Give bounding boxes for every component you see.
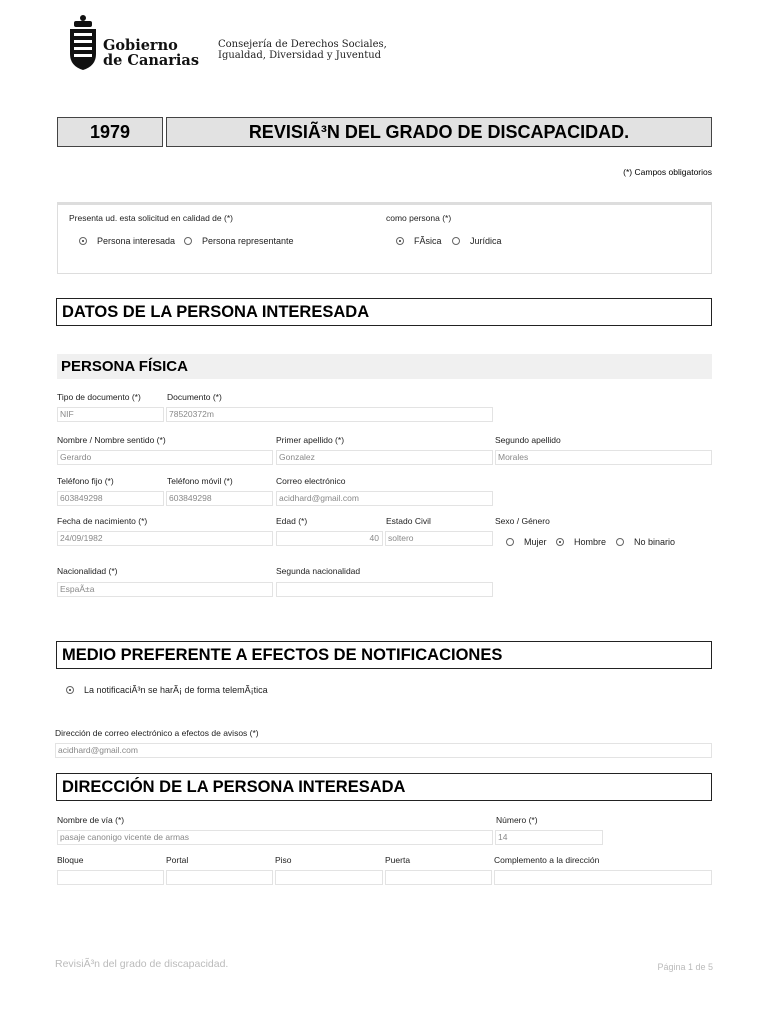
radio-fisica[interactable] bbox=[396, 237, 404, 245]
piso-field[interactable] bbox=[275, 870, 383, 885]
radio-label-persona-representante: Persona representante bbox=[202, 236, 294, 246]
label-tipo-documento: Tipo de documento (*) bbox=[57, 392, 141, 402]
label-segundo-apellido: Segundo apellido bbox=[495, 435, 561, 445]
radio-label-juridica: Jurídica bbox=[470, 236, 502, 246]
correo-field[interactable]: acidhard@gmail.com bbox=[276, 491, 493, 506]
primer-apellido-field[interactable]: Gonzalez bbox=[276, 450, 493, 465]
department-line-1: Consejería de Derechos Sociales, bbox=[218, 39, 387, 50]
form-code: 1979 bbox=[57, 117, 163, 147]
segunda-nacionalidad-field[interactable] bbox=[276, 582, 493, 597]
portal-field[interactable] bbox=[166, 870, 273, 885]
label-documento: Documento (*) bbox=[167, 392, 222, 402]
label-portal: Portal bbox=[166, 855, 189, 865]
label-email-avisos: Dirección de correo electrónico a efectos de avisos (*) bbox=[55, 728, 259, 738]
radio-persona-interesada[interactable] bbox=[79, 237, 87, 245]
label-sexo: Sexo / Género bbox=[495, 516, 550, 526]
coat-of-arms-icon bbox=[66, 14, 100, 72]
logo-text bbox=[103, 38, 199, 68]
page-number: Página 1 de 5 bbox=[657, 962, 713, 972]
label-telefono-fijo: Teléfono fijo (*) bbox=[57, 476, 114, 486]
department-line-2: Igualdad, Diversidad y Juventud bbox=[218, 50, 382, 61]
tipo-documento-field[interactable]: NIF bbox=[57, 407, 164, 422]
person-type-label: como persona (*) bbox=[386, 213, 452, 223]
email-avisos-field[interactable]: acidhard@gmail.com bbox=[55, 743, 712, 758]
capacity-label: Presenta ud. esta solicitud en calidad de (*) bbox=[69, 213, 233, 223]
documento-field[interactable]: 78520372m bbox=[166, 407, 493, 422]
label-nombre: Nombre / Nombre sentido (*) bbox=[57, 435, 166, 445]
radio-label-fisica: FÃsica bbox=[414, 236, 442, 246]
radio-label-hombre: Hombre bbox=[574, 537, 607, 547]
label-segunda-nacionalidad: Segunda nacionalidad bbox=[276, 566, 361, 576]
department-name bbox=[218, 39, 387, 61]
subsection-title-persona-fisica: PERSONA FÍSICA bbox=[57, 354, 712, 379]
label-telefono-movil: Teléfono móvil (*) bbox=[167, 476, 233, 486]
section-title-interesada: DATOS DE LA PERSONA INTERESADA bbox=[56, 298, 712, 326]
bloque-field[interactable] bbox=[57, 870, 164, 885]
numero-field[interactable]: 14 bbox=[495, 830, 603, 845]
label-bloque: Bloque bbox=[57, 855, 84, 865]
edad-field[interactable]: 40 bbox=[276, 531, 383, 546]
label-edad: Edad (*) bbox=[276, 516, 308, 526]
section-title-notificaciones: MEDIO PREFERENTE A EFECTOS DE NOTIFICACIONES bbox=[56, 641, 712, 669]
radio-no-binario[interactable] bbox=[616, 538, 624, 546]
radio-label-mujer: Mujer bbox=[524, 537, 547, 547]
required-note: (*) Campos obligatorios bbox=[623, 167, 712, 177]
estado-civil-field[interactable]: soltero bbox=[385, 531, 493, 546]
form-title: REVISIÃ³N DEL GRADO DE DISCAPACIDAD. bbox=[166, 117, 712, 147]
radio-notificacion-telematica[interactable] bbox=[66, 686, 74, 694]
fecha-nacimiento-field[interactable]: 24/09/1982 bbox=[57, 531, 273, 546]
nombre-via-field[interactable]: pasaje canonigo vicente de armas bbox=[57, 830, 493, 845]
logo-line-1: Gobierno bbox=[103, 37, 178, 54]
label-complemento: Complemento a la dirección bbox=[494, 855, 600, 865]
label-nacionalidad: Nacionalidad (*) bbox=[57, 566, 118, 576]
label-puerta: Puerta bbox=[385, 855, 411, 865]
telefono-movil-field[interactable]: 603849298 bbox=[166, 491, 273, 506]
label-fecha-nacimiento: Fecha de nacimiento (*) bbox=[57, 516, 148, 526]
logo-line-2: de Canarias bbox=[103, 52, 199, 69]
label-primer-apellido: Primer apellido (*) bbox=[276, 435, 345, 445]
nacionalidad-field[interactable]: EspaÃ±a bbox=[57, 582, 273, 597]
radio-label-notificacion-telematica: La notificaciÃ³n se harÃ¡ de forma telemÃ¡tica bbox=[84, 685, 268, 695]
label-piso: Piso bbox=[275, 855, 292, 865]
footer-title: RevisiÃ³n del grado de discapacidad. bbox=[55, 958, 229, 970]
radio-persona-representante[interactable] bbox=[184, 237, 192, 245]
label-estado-civil: Estado Civil bbox=[386, 516, 431, 526]
telefono-fijo-field[interactable]: 603849298 bbox=[57, 491, 164, 506]
radio-label-persona-interesada: Persona interesada bbox=[97, 236, 176, 246]
label-nombre-via: Nombre de vía (*) bbox=[57, 815, 125, 825]
label-numero: Número (*) bbox=[496, 815, 538, 825]
section-title-direccion: DIRECCIÓN DE LA PERSONA INTERESADA bbox=[56, 773, 712, 801]
radio-mujer[interactable] bbox=[506, 538, 514, 546]
radio-hombre[interactable] bbox=[556, 538, 564, 546]
label-correo: Correo electrónico bbox=[276, 476, 346, 486]
puerta-field[interactable] bbox=[385, 870, 492, 885]
radio-label-no-binario: No binario bbox=[634, 537, 676, 547]
complemento-field[interactable] bbox=[494, 870, 712, 885]
radio-juridica[interactable] bbox=[452, 237, 460, 245]
nombre-field[interactable]: Gerardo bbox=[57, 450, 273, 465]
segundo-apellido-field[interactable]: Morales bbox=[495, 450, 712, 465]
